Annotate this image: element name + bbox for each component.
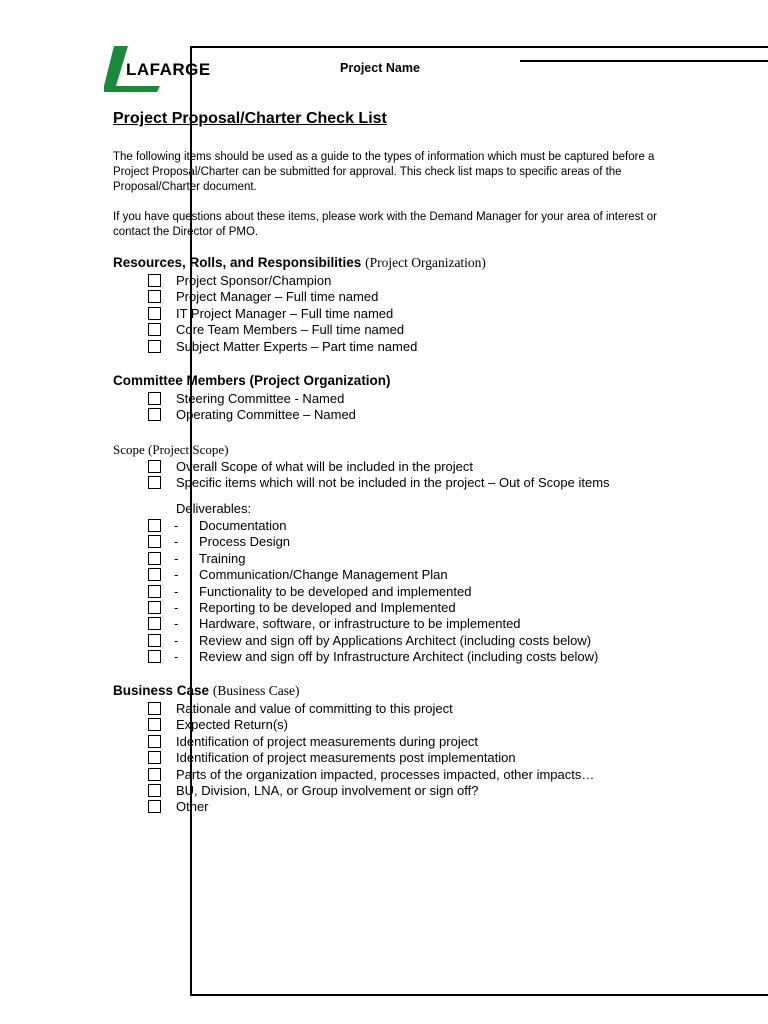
checkbox[interactable]: [148, 601, 161, 614]
checkbox[interactable]: [148, 340, 161, 353]
page-title: Project Proposal/Charter Check List: [113, 110, 387, 127]
committee-heading: [113, 373, 391, 388]
checkbox[interactable]: [148, 735, 161, 748]
checkbox[interactable]: [148, 784, 161, 797]
business-case-heading-note: (Business Case): [212, 683, 300, 698]
checkbox[interactable]: [148, 519, 161, 532]
resources-heading-note: (Project Organization): [365, 255, 486, 270]
checkbox[interactable]: [148, 392, 161, 405]
checkbox[interactable]: [148, 290, 161, 303]
checkbox[interactable]: [148, 460, 161, 473]
checkbox[interactable]: [148, 800, 161, 813]
checkbox[interactable]: [148, 307, 161, 320]
checkbox[interactable]: [148, 585, 161, 598]
checkbox[interactable]: [148, 568, 161, 581]
intro-paragraph-1: The following items should be used as a guide to the types of information which must be captured before a Project Proposal/Charter can be submitted for approval. This check list maps to specific areas of the Proposal/Charter document.: [113, 151, 655, 193]
header-rule: [520, 60, 768, 62]
checkbox[interactable]: [148, 702, 161, 715]
business-case-heading: [113, 683, 299, 699]
checkbox[interactable]: [148, 476, 161, 489]
business-case-heading-bold: Business Case: [113, 683, 210, 698]
checkbox[interactable]: [148, 323, 161, 336]
checkbox[interactable]: [148, 274, 161, 287]
logo-text: LAFARGE: [126, 60, 211, 79]
intro-paragraph-2: If you have questions about these items, please work with the Demand Manager for your area of interest or contact the Director of PMO.: [113, 211, 657, 238]
checkbox[interactable]: [148, 535, 161, 548]
committee-heading-text: Committee Members (Project Organization): [113, 373, 391, 388]
deliverables-label: Deliverables:: [176, 501, 252, 516]
resources-heading: [113, 255, 486, 271]
checkbox[interactable]: [148, 718, 161, 731]
project-name-label: Project Name: [340, 61, 420, 75]
resources-heading-bold: Resources, Rolls, and Responsibilities: [113, 255, 362, 270]
checkbox[interactable]: [148, 768, 161, 781]
checkbox[interactable]: [148, 634, 161, 647]
checkbox[interactable]: [148, 751, 161, 764]
scope-heading: Scope (Project Scope): [113, 442, 229, 457]
checkbox[interactable]: [148, 408, 161, 421]
checkbox[interactable]: [148, 617, 161, 630]
checkbox[interactable]: [148, 650, 161, 663]
checkbox[interactable]: [148, 552, 161, 565]
